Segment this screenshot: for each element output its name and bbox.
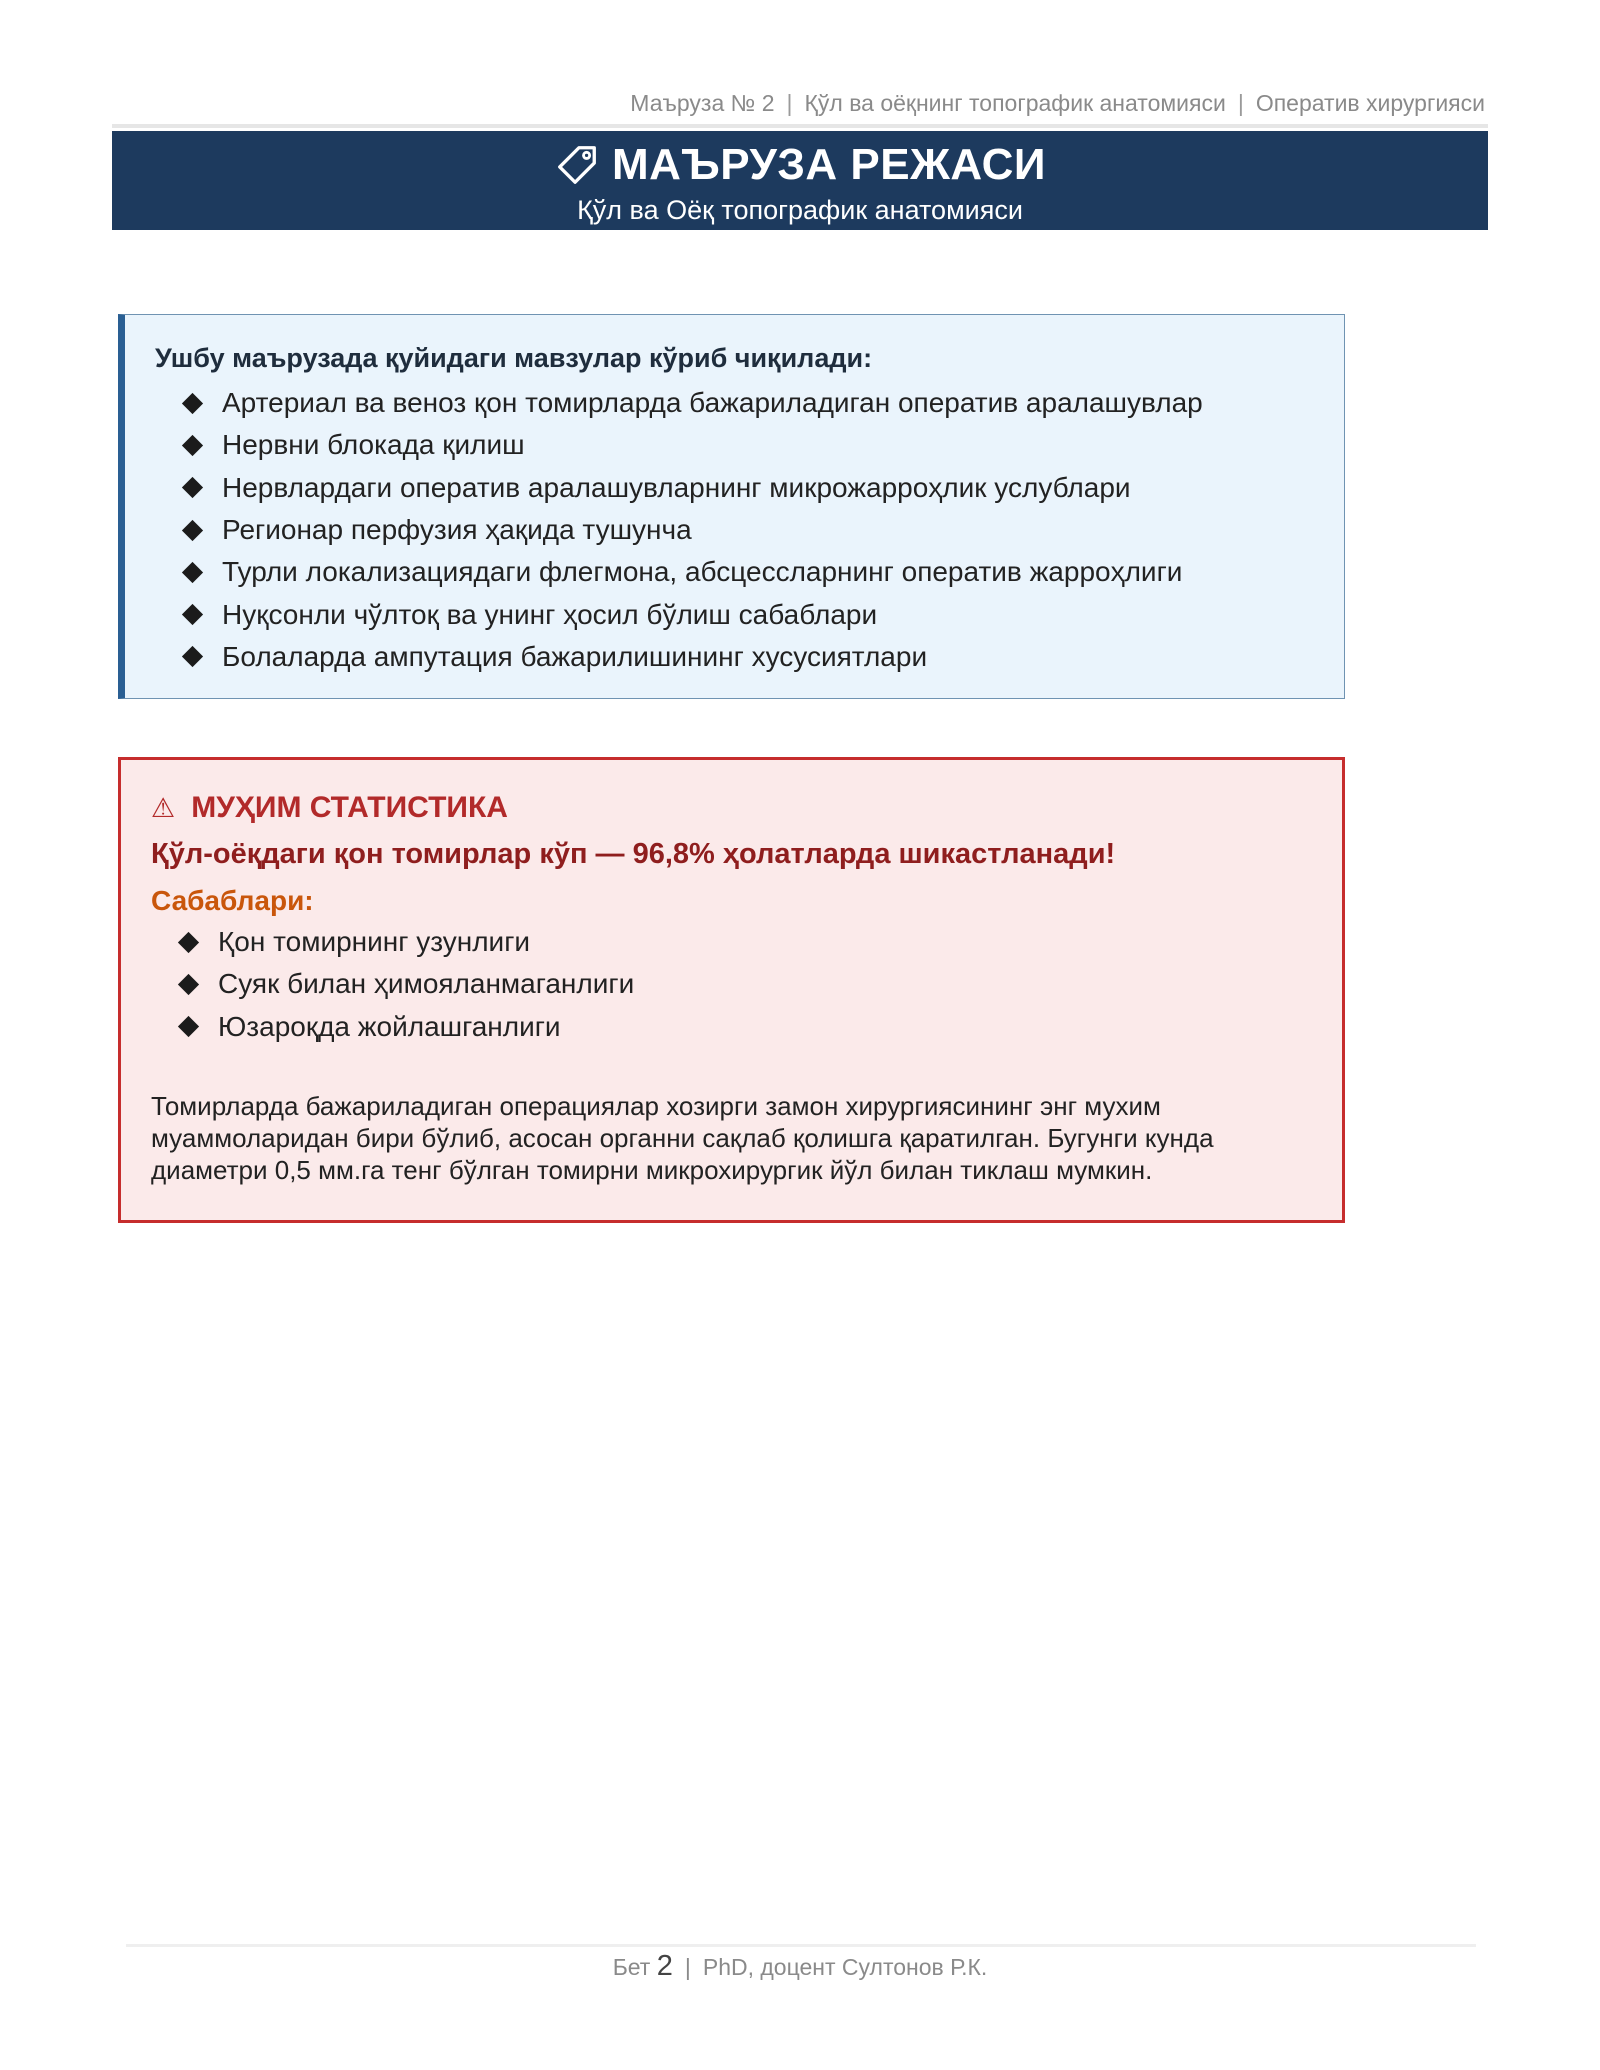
diamond-bullet-icon [178, 932, 199, 953]
diamond-bullet-icon [182, 393, 203, 414]
statistics-paragraph: Томирларда бажариладиган операциялар хозирги замон хирургиясининг энг мухим муаммоларидан бири бўлиб, асосан органни сақлаб қолишга қаратилган. Бугунги кунда диаметри 0,5 мм.га тенг бўлган томирни микрохирургик йўл билан тиклаш мумкин. [151, 1090, 1214, 1185]
page-title: МАЪРУЗА РЕЖАСИ [612, 140, 1046, 189]
reasons-label: Сабаблари: [151, 885, 314, 916]
header-lecture: Маъруза № 2 [630, 90, 775, 116]
topics-intro: Ушбу маърузада қуйидаги мавзулар кўриб чиқилади: [155, 343, 873, 373]
diamond-bullet-icon [178, 974, 199, 995]
reason-text: Суяк билан ҳимояланмаганлиги [218, 968, 635, 1000]
footer-author: PhD, доцент Султонов Р.К. [702, 1954, 988, 1980]
list-item [179, 509, 1344, 551]
statistics-box [118, 757, 1345, 1223]
title-row [112, 137, 1488, 193]
reason-text: Қон томирнинг узунлиги [218, 926, 531, 958]
running-header [630, 90, 1485, 117]
diamond-bullet-icon [182, 562, 203, 583]
topic-list [155, 382, 1344, 678]
statistics-highlight: Қўл-оёқдаги қон томирлар кўп — 96,8% ҳолатларда шикастланади! [151, 838, 1116, 870]
topic-text: Регионар перфузия ҳақида тушунча [222, 514, 692, 546]
list-item [179, 593, 1344, 635]
topic-text: Нервлардаги оператив аралашувларнинг микрожарроҳлик услублари [222, 471, 1131, 503]
topic-text: Артериал ва веноз қон томирларда бажариладиган оператив аралашувлар [222, 387, 1203, 419]
list-item [179, 636, 1344, 678]
diamond-bullet-icon [182, 519, 203, 540]
header-topic: Қўл ва оёқнинг топографик анатомияси [804, 90, 1226, 116]
header-course: Оператив хирургияси [1255, 90, 1485, 116]
footer-divider [126, 1944, 1476, 1947]
diamond-bullet-icon [182, 435, 203, 456]
diamond-bullet-icon [182, 646, 203, 667]
warning-icon: ⚠ [151, 792, 176, 823]
topic-text: Турли локализациядаги флегмона, абсцессларнинг оператив жарроҳлиги [222, 556, 1183, 588]
topic-text: Нуқсонли чўлтоқ ва унинг ҳосил бўлиш сабаблари [222, 598, 878, 630]
list-item [175, 1006, 1342, 1048]
topic-text: Нервни блокада қилиш [222, 429, 525, 461]
header-separator: | [1237, 90, 1244, 116]
statistics-title: МУҲИМ СТАТИСТИКА [191, 791, 508, 824]
header-divider [112, 124, 1488, 128]
title-band [112, 131, 1488, 230]
diamond-bullet-icon [182, 604, 203, 625]
list-item [175, 921, 1342, 963]
list-item [179, 424, 1344, 466]
page-footer [0, 1950, 1600, 1983]
page-label: Бет [612, 1954, 651, 1980]
diamond-bullet-icon [178, 1016, 199, 1037]
page-number: 2 [656, 1950, 673, 1982]
list-item [179, 551, 1344, 593]
page-subtitle: Қўл ва Оёқ топографик анатомияси [577, 195, 1023, 225]
list-item [179, 382, 1344, 424]
header-separator: | [786, 90, 793, 116]
reason-list [151, 921, 1342, 1048]
reason-text: Юзароқда жойлашганлиги [218, 1010, 561, 1042]
diamond-bullet-icon [182, 477, 203, 498]
statistics-header [151, 790, 1342, 826]
list-item [175, 963, 1342, 1005]
tag-icon [554, 142, 600, 188]
list-item [179, 467, 1344, 509]
topics-box [118, 314, 1345, 699]
topic-text: Болаларда ампутация бажарилишининг хусусиятлари [222, 640, 928, 672]
footer-separator: | [684, 1954, 691, 1980]
